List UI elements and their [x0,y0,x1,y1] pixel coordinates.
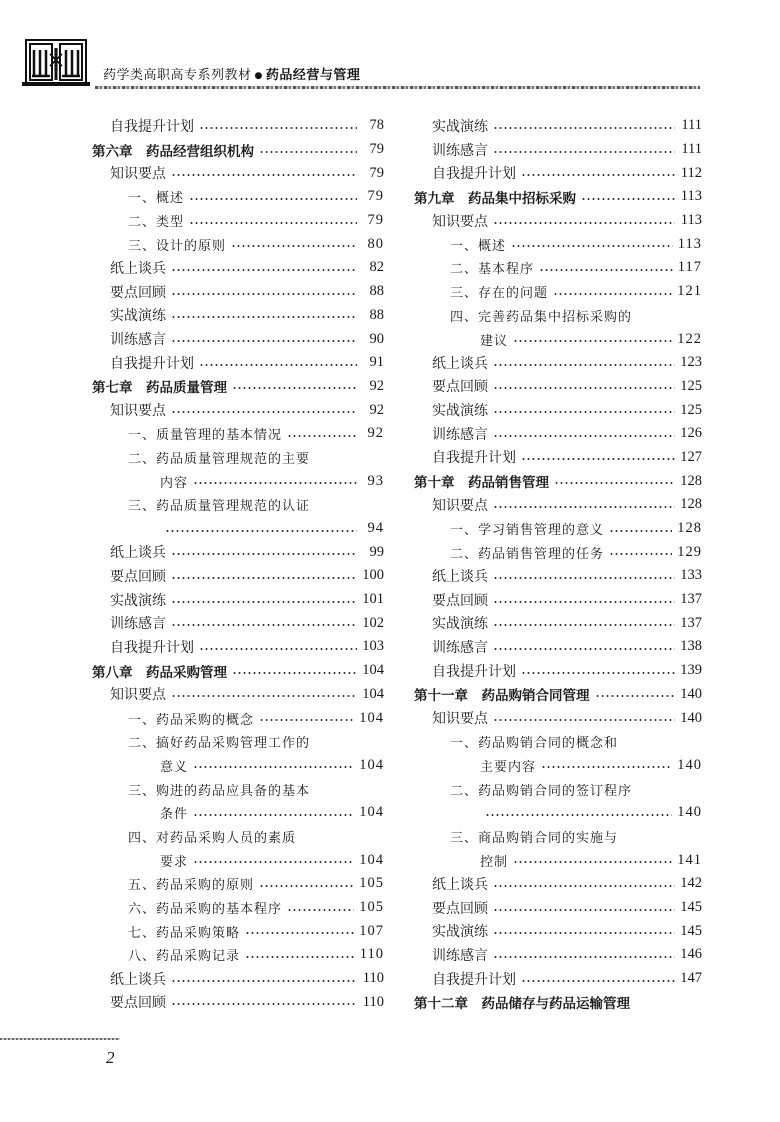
toc-leader-dots [171,553,357,555]
toc-entry-title: 建议 [480,333,509,349]
toc-page-number: 140 [677,756,702,773]
toc-entry[interactable] [92,114,384,138]
toc-page-number: 145 [680,922,702,939]
toc-entry-title: 二、药品购销合同的签订程序 [450,783,633,799]
toc-entry[interactable] [414,161,702,185]
toc-leader-dots [171,624,357,626]
toc-page-number: 92 [369,401,384,418]
toc-entry-title: 实战演练 [110,592,166,609]
toc-page-number: 104 [362,685,384,702]
toc-leader-dots [554,482,675,484]
toc-page-number: 123 [680,354,702,371]
book-subject: 药品经营与管理 [265,68,361,83]
toc-entry[interactable] [414,706,702,730]
toc-page-number: 79 [369,141,384,158]
toc-page-number: 111 [681,141,702,158]
toc-entry[interactable] [92,683,384,707]
toc-entry-title: 第十一章 药品购销合同管理 [414,688,590,705]
toc-page-number: 122 [677,330,702,347]
toc-chapter-entry[interactable] [414,185,702,209]
toc-leader-dots [511,245,673,247]
toc-entry[interactable] [414,730,702,754]
toc-leader-dots [493,411,675,413]
toc-page-number: 128 [677,520,702,537]
toc-page-number: 94 [367,520,384,537]
toc-leader-dots [171,980,357,982]
toc-entry[interactable] [92,398,384,422]
toc-page-number: 128 [680,496,702,513]
footer-rule [0,1038,120,1040]
toc-entry-title: 要点回顾 [432,592,488,609]
toc-leader-dots [171,577,357,579]
toc-page-number: 104 [359,709,384,726]
toc-page-number: 128 [680,472,702,489]
toc-leader-dots [493,506,675,508]
toc-leader-dots [171,174,357,176]
series-logo-icon [20,36,92,88]
toc-entry-title: 纸上谈兵 [432,876,488,893]
toc-page-number: 92 [367,425,384,442]
toc-entry-title: 知识要点 [110,403,166,420]
toc-entry[interactable] [414,896,702,920]
toc-entry-title: 训练感言 [432,142,488,159]
toc-page-number: 140 [680,709,702,726]
toc-leader-dots [287,435,357,437]
toc-entry[interactable] [92,706,384,730]
toc-entry-title: 内容 [160,475,189,491]
toc-leader-dots [193,766,354,768]
toc-page-number: 104 [362,662,384,679]
toc-page-number: 79 [367,212,384,229]
toc-entry[interactable] [92,161,384,185]
toc-page-number: 92 [369,377,384,394]
toc-chapter-entry[interactable] [414,469,702,493]
toc-entry[interactable] [414,517,702,541]
toc-entry-title: 自我提升计划 [432,971,516,988]
toc-entry[interactable] [92,232,384,256]
toc-leader-dots [287,909,354,911]
toc-leader-dots [493,601,675,603]
toc-right-column [414,114,702,1014]
toc-entry-title: 知识要点 [432,497,488,514]
toc-entry-title: 纸上谈兵 [110,971,166,988]
toc-leader-dots [232,387,357,389]
toc-entry[interactable] [414,635,702,659]
toc-entry[interactable] [92,209,384,233]
toc-page-number: 111 [681,117,702,134]
toc-leader-dots [165,530,357,532]
toc-entry[interactable] [414,777,702,801]
toc-page-number: 103 [362,638,384,655]
toc-leader-dots [231,245,357,247]
toc-entry[interactable] [414,611,702,635]
toc-entry[interactable] [414,659,702,683]
toc-entry-title: 要点回顾 [110,568,166,585]
toc-entry[interactable] [414,943,702,967]
toc-entry-title: 第九章 药品集中招标采购 [414,190,576,207]
toc-entry[interactable] [92,635,384,659]
toc-entry[interactable] [414,564,702,588]
toc-leader-dots [171,411,357,413]
toc-leader-dots [171,293,357,295]
toc-entry-title: 八、药品采购记录 [128,949,241,965]
toc-page-number: 126 [680,425,702,442]
toc-entry-title: 实战演练 [110,308,166,325]
toc-leader-dots [521,458,675,460]
running-header [103,64,360,83]
toc-entry-title: 知识要点 [110,166,166,183]
toc-entry-title: 实战演练 [432,118,488,135]
toc-entry[interactable] [414,588,702,612]
toc-page-number: 138 [680,638,702,655]
toc-entry[interactable] [92,611,384,635]
toc-entry-title: 训练感言 [432,426,488,443]
toc-leader-dots [171,340,357,342]
toc-entry-title: 二、药品质量管理规范的主要 [128,451,311,467]
toc-leader-dots [232,672,357,674]
toc-leader-dots [493,885,675,887]
toc-entry-title: 自我提升计划 [432,663,516,680]
toc-entry-title: 三、药品质量管理规范的认证 [128,499,311,515]
toc-page-number: 125 [680,377,702,394]
toc-entry-title: 第十二章 药品储存与药品运输管理 [414,996,630,1013]
toc-entry-title: 训练感言 [110,332,166,349]
toc-entry-title: 要点回顾 [110,995,166,1012]
toc-leader-dots [493,151,675,153]
toc-leader-dots [493,222,675,224]
toc-page-number: 113 [677,235,702,252]
toc-entry[interactable] [92,185,384,209]
toc-leader-dots [493,624,675,626]
toc-entry-title: 一、质量管理的基本情况 [128,428,283,444]
toc-entry[interactable] [414,422,702,446]
toc-leader-dots [513,340,672,342]
toc-leader-dots [193,814,354,816]
toc-entry-title: 一、概述 [128,191,185,207]
toc-entry[interactable] [92,469,384,493]
toc-entry[interactable] [414,872,702,896]
toc-entry-title: 四、完善药品集中招标采购的 [450,309,633,325]
toc-entry-title: 要点回顾 [432,379,488,396]
toc-page-number: 133 [680,567,702,584]
toc-leader-dots [539,269,673,271]
toc-page-number: 137 [680,614,702,631]
toc-page-number: 110 [362,970,384,987]
toc-entry[interactable] [414,825,702,849]
toc-entry[interactable] [92,540,384,564]
toc-leader-dots [493,435,675,437]
toc-chapter-entry[interactable] [414,990,702,1014]
toc-entry[interactable] [414,327,702,351]
toc-entry-title: 要点回顾 [110,284,166,301]
toc-entry-title: 一、概述 [450,238,507,254]
toc-page-number: 99 [369,543,384,560]
toc-page-number: 129 [677,543,702,560]
toc-page-number: 141 [677,851,702,868]
toc-leader-dots [609,530,672,532]
toc-entry-title: 训练感言 [432,639,488,656]
toc-page-number: 125 [680,401,702,418]
toc-leader-dots [493,719,675,721]
toc-leader-dots [171,601,357,603]
toc-entry-title: 实战演练 [432,924,488,941]
toc-leader-dots [493,127,675,129]
toc-entry-title: 训练感言 [432,947,488,964]
toc-entry-title: 第十章 药品销售管理 [414,475,549,492]
toc-entry[interactable] [414,138,702,162]
toc-entry[interactable] [414,114,702,138]
toc-page-number: 117 [677,259,702,276]
toc-entry[interactable] [414,280,702,304]
toc-page-number: 104 [359,804,384,821]
toc-leader-dots [581,198,675,200]
toc-page-number: 105 [359,899,384,916]
toc-page-number: 110 [362,993,384,1010]
toc-leader-dots [521,980,675,982]
toc-leader-dots [485,814,672,816]
toc-chapter-entry[interactable] [414,683,702,707]
toc-entry-title: 知识要点 [432,213,488,230]
toc-entry-title: 要求 [160,854,189,870]
toc-leader-dots [493,364,675,366]
toc-entry[interactable] [414,209,702,233]
toc-left-column [92,114,384,1014]
toc-page-number: 104 [359,851,384,868]
toc-page-number: 105 [359,875,384,892]
toc-page-number: 113 [680,212,702,229]
toc-entry-title: 二、基本程序 [450,262,535,278]
toc-page-number: 127 [680,448,702,465]
toc-entry-title: 六、药品采购的基本程序 [128,902,283,918]
toc-page-number: 93 [367,472,384,489]
toc-entry-title: 训练感言 [110,616,166,633]
toc-entry[interactable] [92,517,384,541]
toc-page-number: 79 [369,164,384,181]
toc-entry-title: 主要内容 [480,759,537,775]
toc-leader-dots [199,648,357,650]
toc-entry[interactable] [92,825,384,849]
toc-leader-dots [493,932,675,934]
toc-entry-title: 纸上谈兵 [432,355,488,372]
toc-leader-dots [541,766,672,768]
toc-entry-title: 纸上谈兵 [110,545,166,562]
toc-page-number: 101 [362,591,384,608]
toc-page-number: 88 [369,306,384,323]
toc-leader-dots [245,932,354,934]
toc-leader-dots [171,269,357,271]
toc-leader-dots [521,174,675,176]
toc-leader-dots [193,482,357,484]
toc-page-number: 78 [369,117,384,134]
header-bullet-icon: ● [254,70,263,81]
toc-entry-title: 自我提升计划 [432,166,516,183]
toc-entry[interactable] [92,754,384,778]
toc-entry-title: 一、学习销售管理的意义 [450,523,605,539]
toc-leader-dots [193,861,354,863]
toc-entry-title: 条件 [160,807,189,823]
toc-page-number: 113 [680,188,702,205]
toc-leader-dots [189,198,357,200]
toc-entry[interactable] [92,564,384,588]
toc-page-number: 140 [680,685,702,702]
toc-entry-title: 一、药品购销合同的概念和 [450,736,619,752]
toc-entry[interactable] [92,872,384,896]
toc-entry-title: 第八章 药品采购管理 [92,664,227,681]
toc-entry-title: 二、类型 [128,215,185,231]
toc-leader-dots [493,648,675,650]
toc-entry[interactable] [414,375,702,399]
toc-leader-dots [553,293,672,295]
toc-page-number: 107 [359,922,384,939]
toc-page-number: 139 [680,662,702,679]
toc-entry[interactable] [414,232,702,256]
toc-page-number: 147 [680,970,702,987]
toc-entry-title: 二、药品销售管理的任务 [450,546,605,562]
toc-chapter-entry[interactable] [92,138,384,162]
toc-entry[interactable] [414,351,702,375]
toc-entry[interactable] [414,256,702,280]
toc-entry-title: 四、对药品采购人员的素质 [128,830,297,846]
toc-page-number: 80 [367,235,384,252]
toc-page-number: 137 [680,591,702,608]
toc-leader-dots [199,364,357,366]
toc-entry[interactable] [414,540,702,564]
toc-entry[interactable] [92,304,384,328]
toc-leader-dots [609,553,672,555]
toc-page-number: 121 [677,283,702,300]
toc-entry-title: 要点回顾 [432,900,488,917]
toc-entry[interactable] [414,919,702,943]
toc-entry[interactable] [92,943,384,967]
toc-entry[interactable] [92,588,384,612]
toc-entry-title: 实战演练 [432,616,488,633]
toc-entry[interactable] [414,848,702,872]
toc-entry[interactable] [414,398,702,422]
toc-entry[interactable] [414,967,702,991]
toc-page-number: 110 [359,946,384,963]
toc-leader-dots [245,956,355,958]
toc-chapter-entry[interactable] [92,375,384,399]
toc-page-number: 140 [677,804,702,821]
toc-entry[interactable] [414,304,702,328]
toc-entry-title: 控制 [480,854,509,870]
toc-entry[interactable] [92,493,384,517]
toc-leader-dots [493,577,675,579]
header-rule [95,86,700,89]
toc-page-number: 104 [359,756,384,773]
toc-entry[interactable] [414,446,702,470]
toc-entry-title: 七、药品采购策略 [128,925,241,941]
toc-entry[interactable] [92,351,384,375]
toc-entry[interactable] [92,777,384,801]
toc-leader-dots [259,151,357,153]
toc-leader-dots [171,316,357,318]
toc-entry-title: 三、设计的原则 [128,238,227,254]
toc-leader-dots [595,695,676,697]
toc-entry[interactable] [92,730,384,754]
toc-leader-dots [493,909,675,911]
toc-entry[interactable] [92,896,384,920]
toc-entry-title: 五、药品采购的原则 [128,878,255,894]
toc-entry[interactable] [92,280,384,304]
toc-entry[interactable] [414,493,702,517]
toc-entry-title: 知识要点 [110,687,166,704]
page-number: 2 [106,1048,115,1067]
toc-entry[interactable] [92,327,384,351]
toc-entry[interactable] [92,919,384,943]
toc-entry[interactable] [414,801,702,825]
toc-leader-dots [171,1003,357,1005]
toc-entry-title: 二、搞好药品采购管理工作的 [128,736,311,752]
toc-entry-title: 自我提升计划 [110,355,194,372]
toc-entry[interactable] [92,848,384,872]
toc-leader-dots [521,672,675,674]
toc-entry[interactable] [92,967,384,991]
toc-entry[interactable] [92,801,384,825]
toc-entry[interactable] [92,446,384,470]
toc-page-number: 82 [369,259,384,276]
toc-page-number: 88 [369,283,384,300]
toc-leader-dots [189,222,357,224]
toc-page-number: 142 [680,875,702,892]
toc-page-number: 100 [362,567,384,584]
toc-leader-dots [493,387,675,389]
toc-entry-title: 自我提升计划 [432,450,516,467]
toc-entry[interactable] [92,422,384,446]
toc-entry-title: 第六章 药品经营组织机构 [92,143,254,160]
toc-entry-title: 实战演练 [432,403,488,420]
toc-chapter-entry[interactable] [92,659,384,683]
toc-leader-dots [259,719,354,721]
toc-entry[interactable] [92,990,384,1014]
toc-page-number: 91 [369,354,384,371]
toc-entry-title: 三、商品购销合同的实施与 [450,830,619,846]
toc-page-number: 90 [369,330,384,347]
toc-page-number: 112 [680,164,702,181]
toc-leader-dots [199,127,357,129]
toc-entry-title: 一、药品采购的概念 [128,712,255,728]
toc-entry-title: 知识要点 [432,711,488,728]
toc-leader-dots [493,956,675,958]
toc-entry-title: 三、购进的药品应具备的基本 [128,783,311,799]
toc-page-number: 145 [680,899,702,916]
toc-page-number: 146 [680,946,702,963]
series-title: 药学类高职高专系列教材 [103,68,252,83]
toc-leader-dots [171,695,357,697]
toc-entry-title: 纸上谈兵 [110,260,166,277]
toc-entry-title: 自我提升计划 [110,118,194,135]
toc-entry-title: 意义 [160,759,189,775]
toc-entry-title: 三、存在的问题 [450,286,549,302]
toc-leader-dots [513,861,672,863]
toc-entry-title: 纸上谈兵 [432,568,488,585]
toc-leader-dots [259,885,354,887]
toc-entry-title: 自我提升计划 [110,639,194,656]
toc-entry[interactable] [414,754,702,778]
toc-entry-title: 第七章 药品质量管理 [92,380,227,397]
toc-page-number: 79 [367,188,384,205]
toc-entry[interactable] [92,256,384,280]
toc-page-number: 102 [362,614,384,631]
